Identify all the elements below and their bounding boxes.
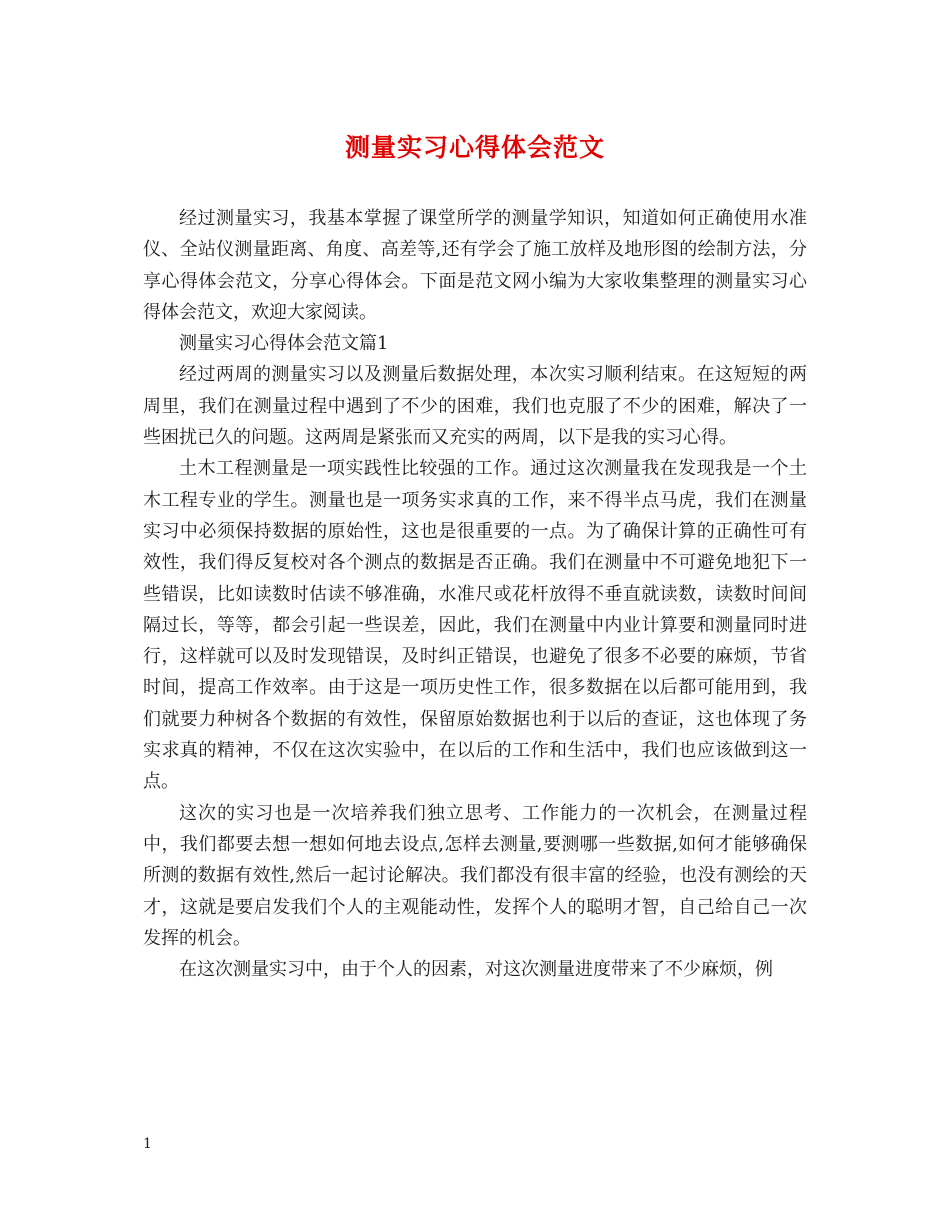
body-paragraph: 经过两周的测量实习以及测量后数据处理，本次实习顺利结束。在这短短的两周里，我们在测量过程中遇到了不少的困难，我们也克服了不少的困难，解决了一些困扰已久的问题。这两周是紧张而又充实的两周，以下是我的实习心得。	[143, 364, 807, 449]
section-heading: 测量实习心得体会范文篇1	[179, 333, 389, 355]
body-paragraph: 土木工程测量是一项实践性比较强的工作。通过这次测量我在发现我是一个土木工程专业的学生。测量也是一项务实求真的工作，来不得半点马虎，我们在测量实习中必须保持数据的原始性，这也是很重要的一点。为了确保计算的正确性可有效性，我们得反复校对各个测点的数据是否正确。我们在测量中不可避免地犯下一些错误，比如读数时估读不够准确，水准尺或花杆放得不垂直就读数，读数时间间隔过长，等等，都会引起一些误差，因此，我们在测量中内业计算要和测量同时进行，这样就可以及时发现错误，及时纠正错误，也避免了很多不必要的麻烦，节省时间，提高工作效率。由于这是一项历史性工作，很多数据在以后都可能用到，我们就要力种树各个数据的有效性，保留原始数据也利于以后的查证，这也体现了务实求真的精神，不仅在这次实验中，在以后的工作和生活中，我们也应该做到这一点。	[143, 458, 807, 793]
document-body	[143, 203, 807, 985]
body-paragraph: 在这次测量实习中，由于个人的因素，对这次测量进度带来了不少麻烦，例	[179, 959, 773, 981]
body-paragraph: 这次的实习也是一次培养我们独立思考、工作能力的一次机会，在测量过程中，我们都要去想一想如何地去设点,怎样去测量,要测哪一些数据,如何才能够确保所测的数据有效性,然后一起讨论解决。我们都没有很丰富的经验，也没有测绘的天才，这就是要启发我们个人的主观能动性，发挥个人的聪明才智，自己给自己一次发挥的机会。	[143, 802, 807, 949]
intro-paragraph: 经过测量实习，我基本掌握了课堂所学的测量学知识，知道如何正确使用水准仪、全站仪测量距离、角度、高差等,还有学会了施工放样及地形图的绘制方法，分享心得体会范文，分享心得体会。下面是范文网小编为大家收集整理的测量实习心得体会范文，欢迎大家阅读。	[143, 208, 807, 323]
document-title: 测量实习心得体会范文	[344, 133, 605, 162]
page-number: 1	[143, 1136, 152, 1152]
